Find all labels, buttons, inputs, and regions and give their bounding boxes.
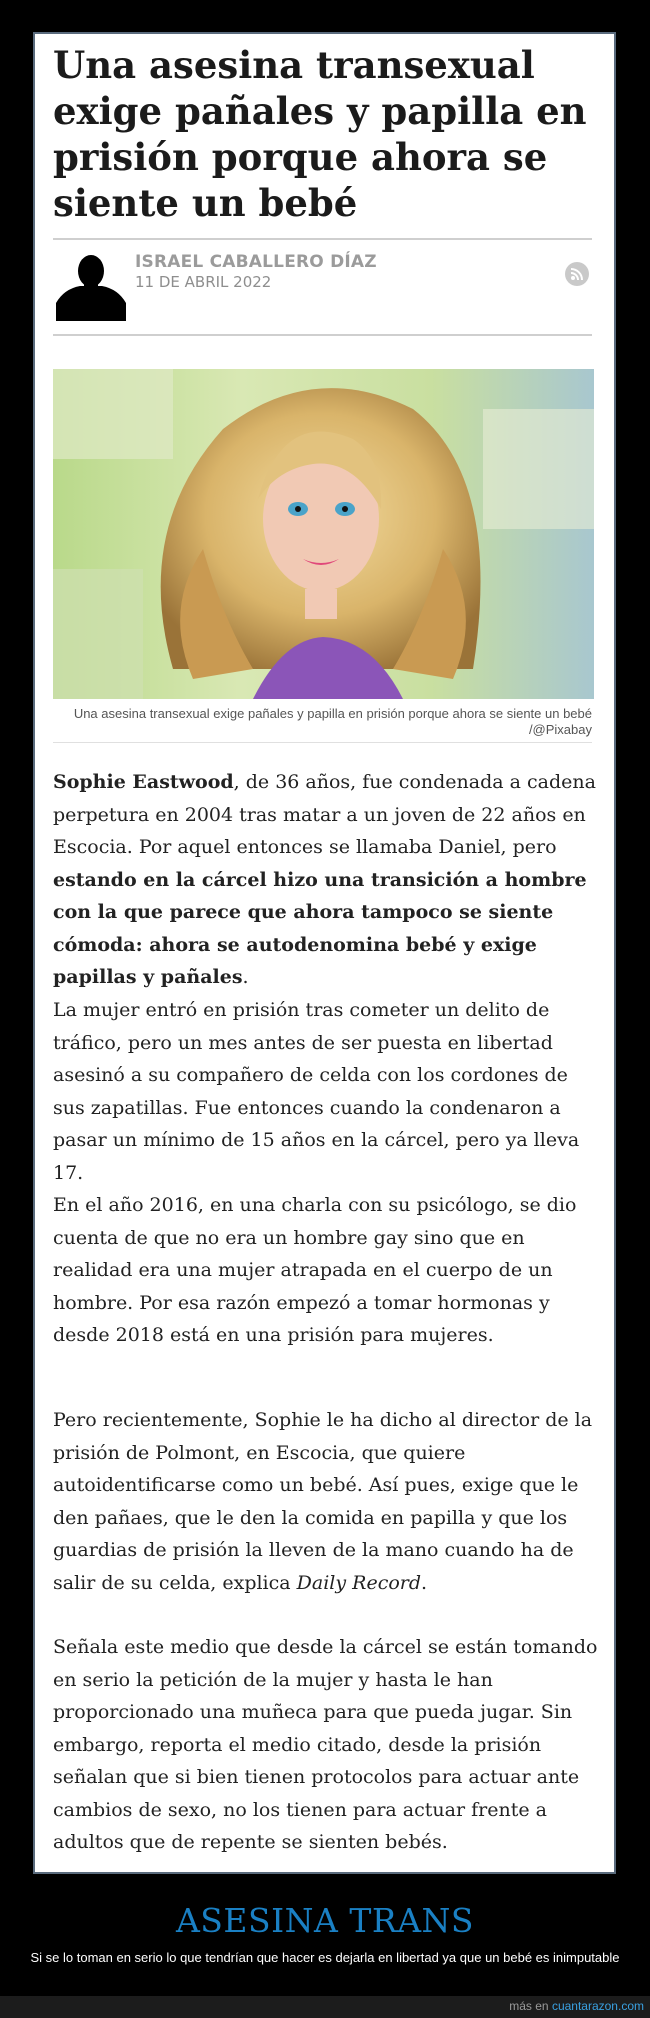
paragraph-2: La mujer entró en prisión tras cometer un delito de tráfico, pero un mes antes de ser puesta en libertad asesinó a su compañero de celda con los cordones de sus zapatillas. Fue entonces cuando la condenaron a pasar un mínimo de 15 años en la cárcel, pero ya lleva 17. [53, 999, 580, 1184]
site-credit [509, 1999, 644, 2013]
paragraph-1-end: . [242, 966, 249, 988]
paragraph-1-highlight: estando en la cárcel hizo una transición a hombre con la que parece que ahora tampoco se siente cómoda: ahora se autodenomina bebé y exige papillas y pañales [53, 868, 587, 988]
paragraph-1 [53, 766, 598, 994]
caption-divider [53, 742, 592, 743]
article-headline: Una asesina transexual exige pañales y papilla en prisión porque ahora se siente un bebé [53, 43, 587, 225]
author-avatar-icon [56, 251, 126, 321]
credit-site-link[interactable]: cuantarazon.com [551, 1999, 644, 2013]
footer-title: ASESINA TRANS [175, 1901, 475, 1940]
paragraph-5: Señala este medio que desde la cárcel se están tomando en serio la petición de la mujer y hasta le han proporcionado una muñeca para que pueda jugar. Sin embargo, reporta el medio citado, desde la prisión señalan que si bien tienen protocolos para actuar ante cambios de sexo, no los tienen para actuar frente a adultos que de repente se sienten bebés. [53, 1636, 598, 1853]
footer-subtitle: Si se lo toman en serio lo que tendrían que hacer es dejarla en libertad ya que un bebé es inimputable [30, 1950, 620, 1965]
divider-top [53, 238, 592, 240]
paragraph-4 [53, 1404, 598, 1599]
paragraph-4-end: . [421, 1571, 428, 1594]
subject-name: Sophie Eastwood [53, 771, 234, 793]
photo-caption: Una asesina transexual exige pañales y papilla en prisión porque ahora se siente un bebé /@Pixabay [73, 706, 592, 737]
paragraph-4-text: Pero recientemente, Sophie le ha dicho al director de la prisión de Polmont, en Escocia, que quiere autoidentificarse como un bebé. Así pues, exige que le den pañaes, que le den la comida en papilla y que los guardias de prisión la lleven de la mano cuando ha de salir de su celda, explica [53, 1409, 593, 1594]
paragraph-1-text: , de 36 años, fue condenada a cadena perpetura en 2004 tras matar a un joven de 22 años en Escocia. Por aquel entonces se llamaba Daniel, pero [53, 771, 596, 858]
author-name[interactable]: ISRAEL CABALLERO DÍAZ [135, 252, 377, 272]
paragraph-3: En el año 2016, en una charla con su psicólogo, se dio cuenta de que no era un hombre gay sino que en realidad era una mujer atrapada en el cuerpo de un hombre. Por esa razón empezó a tomar hormonas y desde 2018 está en una prisión para mujeres. [53, 1194, 577, 1346]
publish-date: 11 DE ABRIL 2022 [135, 273, 272, 291]
rss-icon[interactable] [565, 262, 589, 286]
divider-bottom [53, 334, 592, 336]
bottom-bar [0, 1996, 650, 2018]
article-card [33, 32, 616, 1874]
article-photo [53, 369, 594, 699]
source-name: Daily Record [296, 1571, 422, 1594]
credit-prefix: más en [509, 1999, 549, 2013]
